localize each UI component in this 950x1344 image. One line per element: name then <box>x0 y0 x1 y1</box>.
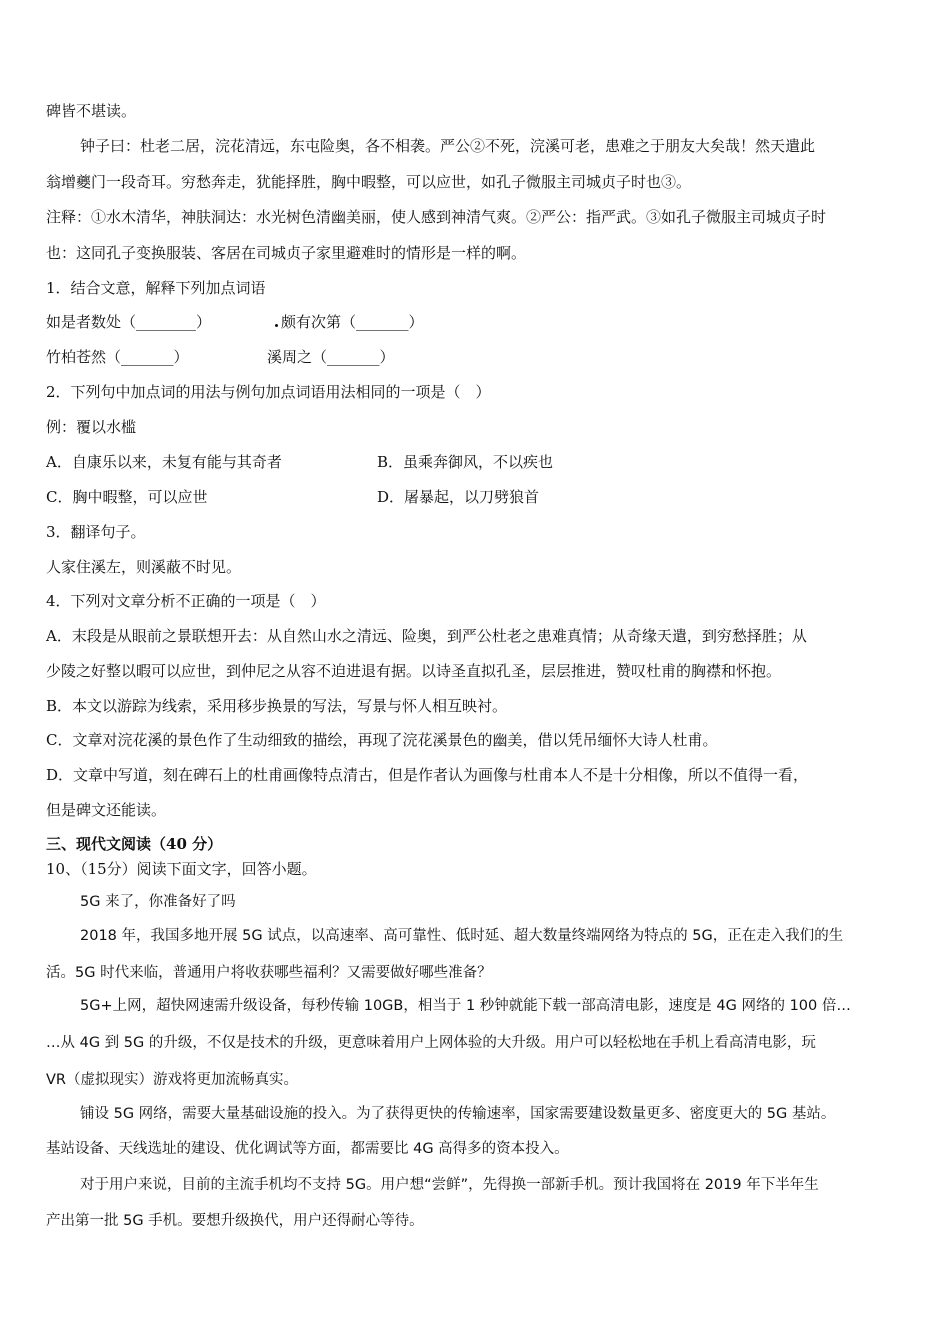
q10-intro: 10、（15分）阅读下面文字，回答小题。 <box>46 860 317 878</box>
section3-heading: 三、现代文阅读（40 分） <box>46 835 223 853</box>
q2-stem: 2．下列句中加点词的用法与例句加点词语用法相同的一项是（ ） <box>46 383 491 401</box>
article-p4-line2: 产出第一批 5G 手机。要想升级换代，用户还得耐心等待。 <box>46 1213 424 1229</box>
q1-item-b: 颇有次第（_______） <box>281 313 424 331</box>
q4-option-c: C．文章对浣花溪的景色作了生动细致的描绘，再现了浣花溪景色的幽美，借以凭吊缅怀大诗人杜甫。 <box>46 731 718 749</box>
article-p3-line1: 铺设 5G 网络，需要大量基础设施的投入。为了获得更快的传输速率，国家需要建设数量更多、密度更大的 5G 基站。 <box>80 1106 836 1122</box>
q2-example: 例：覆以水槛 <box>46 418 137 436</box>
q1-stem: 1．结合文意，解释下列加点词语 <box>46 279 266 297</box>
passage-notes-line1: 注释：①水木清华，神肤洞达：水光树色清幽美丽，使人感到神清气爽。②严公：指严武。③如孔子微服主司城贞子时 <box>46 208 827 226</box>
article-p1-line1: 2018 年，我国多地开展 5G 试点，以高速率、高可靠性、低时延、超大数量终端网络为特点的 5G，正在走入我们的生 <box>80 928 844 944</box>
article-p2-line3: VR（虚拟现实）游戏将更加流畅真实。 <box>46 1072 298 1088</box>
article-p4-line1: 对于用户来说，目前的主流手机均不支持 5G。用户想“尝鲜”，先得换一部新手机。预计我国将在 2019 年下半年生 <box>80 1177 819 1193</box>
q2-option-b: B．虽乘奔御风，不以疾也 <box>377 453 554 471</box>
q3-sentence: 人家住溪左，则溪蔽不时见。 <box>46 558 242 576</box>
passage-tail: 碑皆不堪读。 <box>46 102 137 120</box>
emphasis-dot <box>275 324 278 327</box>
q1-item-d: 溪周之（_______） <box>267 348 395 366</box>
passage-notes-line2: 也：这同孔子变换服装、客居在司城贞子家里避难时的情形是一样的啊。 <box>46 244 527 262</box>
article-p1-line2: 活。5G 时代来临，普通用户将收获哪些福利？又需要做好哪些准备？ <box>46 965 492 981</box>
q4-stem: 4．下列对文章分析不正确的一项是（ ） <box>46 592 326 610</box>
q4-option-b: B．本文以游踪为线索，采用移步换景的写法，写景与怀人相互映衬。 <box>46 697 508 715</box>
q4-option-a-line2: 少陵之好整以暇可以应世，到仲尼之从容不迫进退有据。以诗圣直拟孔圣，层层推进，赞叹杜甫的胸襟和怀抱。 <box>46 662 782 680</box>
q2-option-d: D．屠暴起，以刀劈狼首 <box>377 488 540 506</box>
q4-option-d-line2: 但是碑文还能读。 <box>46 801 167 819</box>
passage-zhongzi-line1: 钟子曰：杜老二居，浣花清远，东屯险奥，各不相袭。严公②不死，浣溪可老，患难之于朋友大矣哉！然天遣此 <box>80 137 816 155</box>
q3-stem: 3．翻译句子。 <box>46 523 146 541</box>
q4-option-d-line1: D．文章中写道，刻在碑石上的杜甫画像特点清古，但是作者认为画像与杜甫本人不是十分相像，所以不值得一看， <box>46 766 809 784</box>
article-p2-line2: …从 4G 到 5G 的升级，不仅是技术的升级，更意味着用户上网体验的大升级。用户可以轻松地在手机上看高清电影，玩 <box>46 1035 816 1051</box>
q1-item-a: 如是者数处（________） <box>46 313 212 331</box>
article-title: 5G 来了，你准备好了吗 <box>80 894 236 910</box>
q2-option-c: C．胸中暇整，可以应世 <box>46 488 208 506</box>
q2-option-a: A．自康乐以来，未复有能与其奇者 <box>46 453 282 471</box>
passage-zhongzi-line2: 翁增夔门一段奇耳。穷愁奔走，犹能择胜，胸中暇整，可以应世，如孔子微服主司城贞子时也③。 <box>46 173 692 191</box>
q1-item-c: 竹柏苍然（_______） <box>46 348 189 366</box>
article-p2-line1: 5G+上网，超快网速需升级设备，每秒传输 10GB，相当于 1 秒钟就能下载一部高清电影，速度是 4G 网络的 100 倍… <box>80 998 851 1014</box>
article-p3-line2: 基站设备、天线选址的建设、优化调试等方面，都需要比 4G 高得多的资本投入。 <box>46 1141 569 1157</box>
q4-option-a-line1: A．末段是从眼前之景联想开去：从自然山水之清远、险奥，到严公杜老之患难真情；从奇缘天遣，到穷愁择胜；从 <box>46 627 807 645</box>
